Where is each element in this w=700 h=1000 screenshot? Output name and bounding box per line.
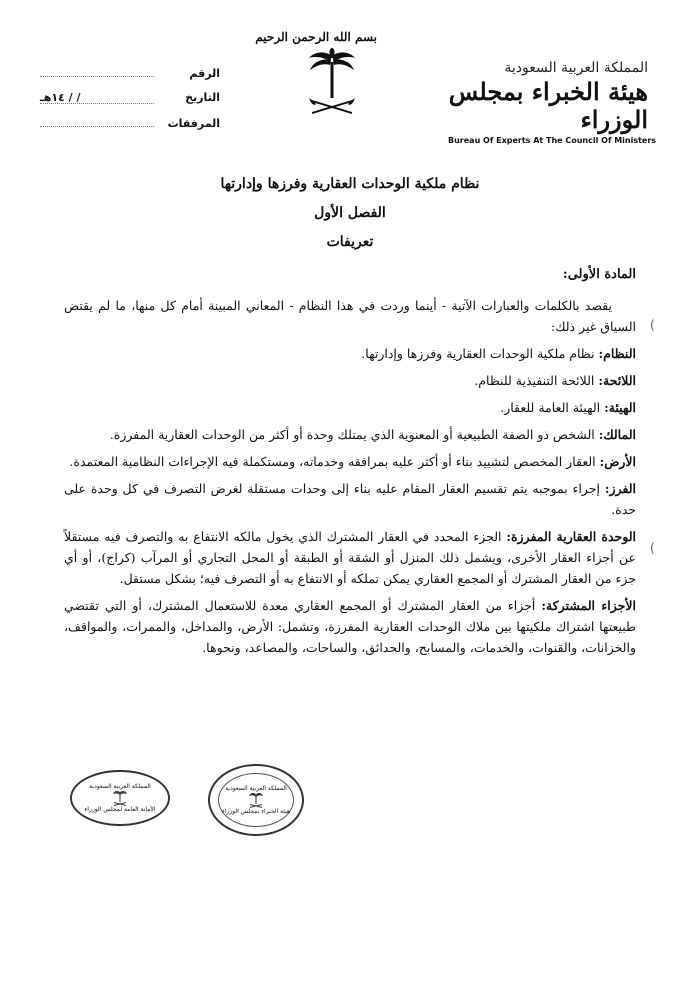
definition-item bbox=[64, 526, 636, 589]
margin-mark: ( bbox=[650, 541, 655, 555]
definition-term: الأرض: bbox=[599, 454, 636, 469]
definition-text: الجزء المحدد في العقار المشترك الذي يخول مالكه الانتفاع به والتصرف فيه مستقلاً عن أجزاء العقار الأخرى، ويشمل ذلك المنزل أو الشقة أو الطبقة أو المحل التجاري أو المرآب (كراج)، أو أي جزء من العقار المشترك أو المجمع العقاري يمكن تملكه أو الانتفاع به أو التصرف فيه؛ بشكل مستقل. bbox=[64, 529, 636, 586]
definition-text: إجراء بموجبه يتم تقسيم العقار المقام عليه بناء إلى وحدات مستقلة لغرض التصرف في كل وحدة على حدة. bbox=[64, 481, 636, 517]
attachments-field-row bbox=[40, 116, 220, 141]
document-title: نظام ملكية الوحدات العقارية وفرزها وإدارتها bbox=[220, 176, 480, 192]
section-heading: تعريفات bbox=[326, 234, 374, 250]
attachments-label: المرفقات bbox=[167, 117, 220, 130]
seal-left-bottom-text: الأمانة العامة لمجلس الوزراء bbox=[84, 806, 156, 813]
definition-item bbox=[64, 595, 636, 658]
attachments-field bbox=[40, 116, 154, 127]
date-field-row bbox=[40, 91, 220, 116]
margin-mark: ( bbox=[650, 318, 655, 332]
seal-emblem-icon bbox=[113, 790, 127, 806]
seal-right-top-text: المملكة العربية السعودية bbox=[225, 785, 287, 792]
seal-stamp-icon bbox=[70, 770, 170, 826]
definition-term: النظام: bbox=[598, 346, 636, 361]
number-label: الرقم bbox=[189, 67, 220, 80]
definition-text: اللائحة التنفيذية للنظام. bbox=[474, 373, 599, 388]
definition-item bbox=[64, 424, 636, 445]
letterhead-issuer bbox=[448, 60, 657, 145]
number-field bbox=[40, 66, 154, 77]
number-field-row bbox=[40, 66, 220, 91]
reference-fields bbox=[40, 66, 220, 141]
seal-stamp-icon bbox=[208, 764, 304, 836]
definition-text: أجزاء من العقار المشترك أو المجمع العقاري معدة للاستعمال المشترك، أو التي تقتضي طبيعتها اشتراك ملكيتها بين ملاك الوحدات العقارية المفرزة، وتشمل: الأرض، والمداخل، والممرات، والمواقف، والخزانات، والقنوات، والخدمات، والمسابح، والحدائق، والساحات، والمصاعد، ونحوها. bbox=[64, 598, 636, 655]
definition-item bbox=[64, 478, 636, 520]
seal-emblem-icon bbox=[249, 792, 263, 808]
definition-term: المالك: bbox=[598, 427, 636, 442]
definition-text: الشخص ذو الصفة الطبيعية أو المعنوية الذي يمتلك وحدة أو أكثر من الوحدات العقارية المفرزة. bbox=[109, 427, 599, 442]
definition-text: نظام ملكية الوحدات العقارية وفرزها وإدارتها. bbox=[361, 346, 599, 361]
seal-inner-ring bbox=[218, 773, 294, 827]
definition-item bbox=[64, 397, 636, 418]
kingdom-name: المملكة العربية السعودية bbox=[504, 60, 648, 76]
article-title: المادة الأولى: bbox=[562, 267, 636, 282]
bureau-name-english: Bureau Of Experts At The Council Of Ministers bbox=[448, 136, 657, 145]
definition-term: الهيئة: bbox=[604, 400, 636, 415]
seal-left-top-text: المملكة العربية السعودية bbox=[89, 783, 151, 790]
definition-term: الأجزاء المشتركة: bbox=[541, 598, 636, 613]
chapter-heading: الفصل الأول bbox=[314, 205, 386, 221]
article-intro: يقصد بالكلمات والعبارات الآتية - أينما وردت في هذا النظام - المعاني المبينة أمام كل منها، ما لم يقتض السياق غير ذلك: bbox=[64, 298, 636, 334]
definition-item bbox=[64, 451, 636, 472]
bureau-name-arabic: هيئة الخبراء بمجلس الوزراء bbox=[448, 77, 648, 134]
seal-right-bottom-text: هيئة الخبراء بمجلس الوزراء bbox=[221, 808, 291, 815]
document-body bbox=[64, 264, 636, 664]
definition-item bbox=[64, 343, 636, 364]
national-emblem bbox=[255, 30, 377, 118]
definition-item bbox=[64, 370, 636, 391]
definition-term: اللائحة: bbox=[598, 373, 636, 388]
definition-term: الوحدة العقارية المفرزة: bbox=[506, 529, 636, 544]
definition-text: العقار المخصص لتشييد بناء أو أكثر عليه بمرافقه وخدماته، ومستكملة فيه الإجراءات النظامية المعتمدة. bbox=[69, 454, 600, 469]
definition-term: الفرز: bbox=[604, 481, 636, 496]
date-label: التاريخ bbox=[185, 91, 220, 104]
basmala: بسم الله الرحمن الرحيم bbox=[255, 30, 377, 44]
date-field: / / ١٤هـ bbox=[40, 93, 154, 104]
palm-and-swords-emblem-icon bbox=[306, 48, 358, 118]
definition-text: الهيئة العامة للعقار. bbox=[500, 400, 605, 415]
